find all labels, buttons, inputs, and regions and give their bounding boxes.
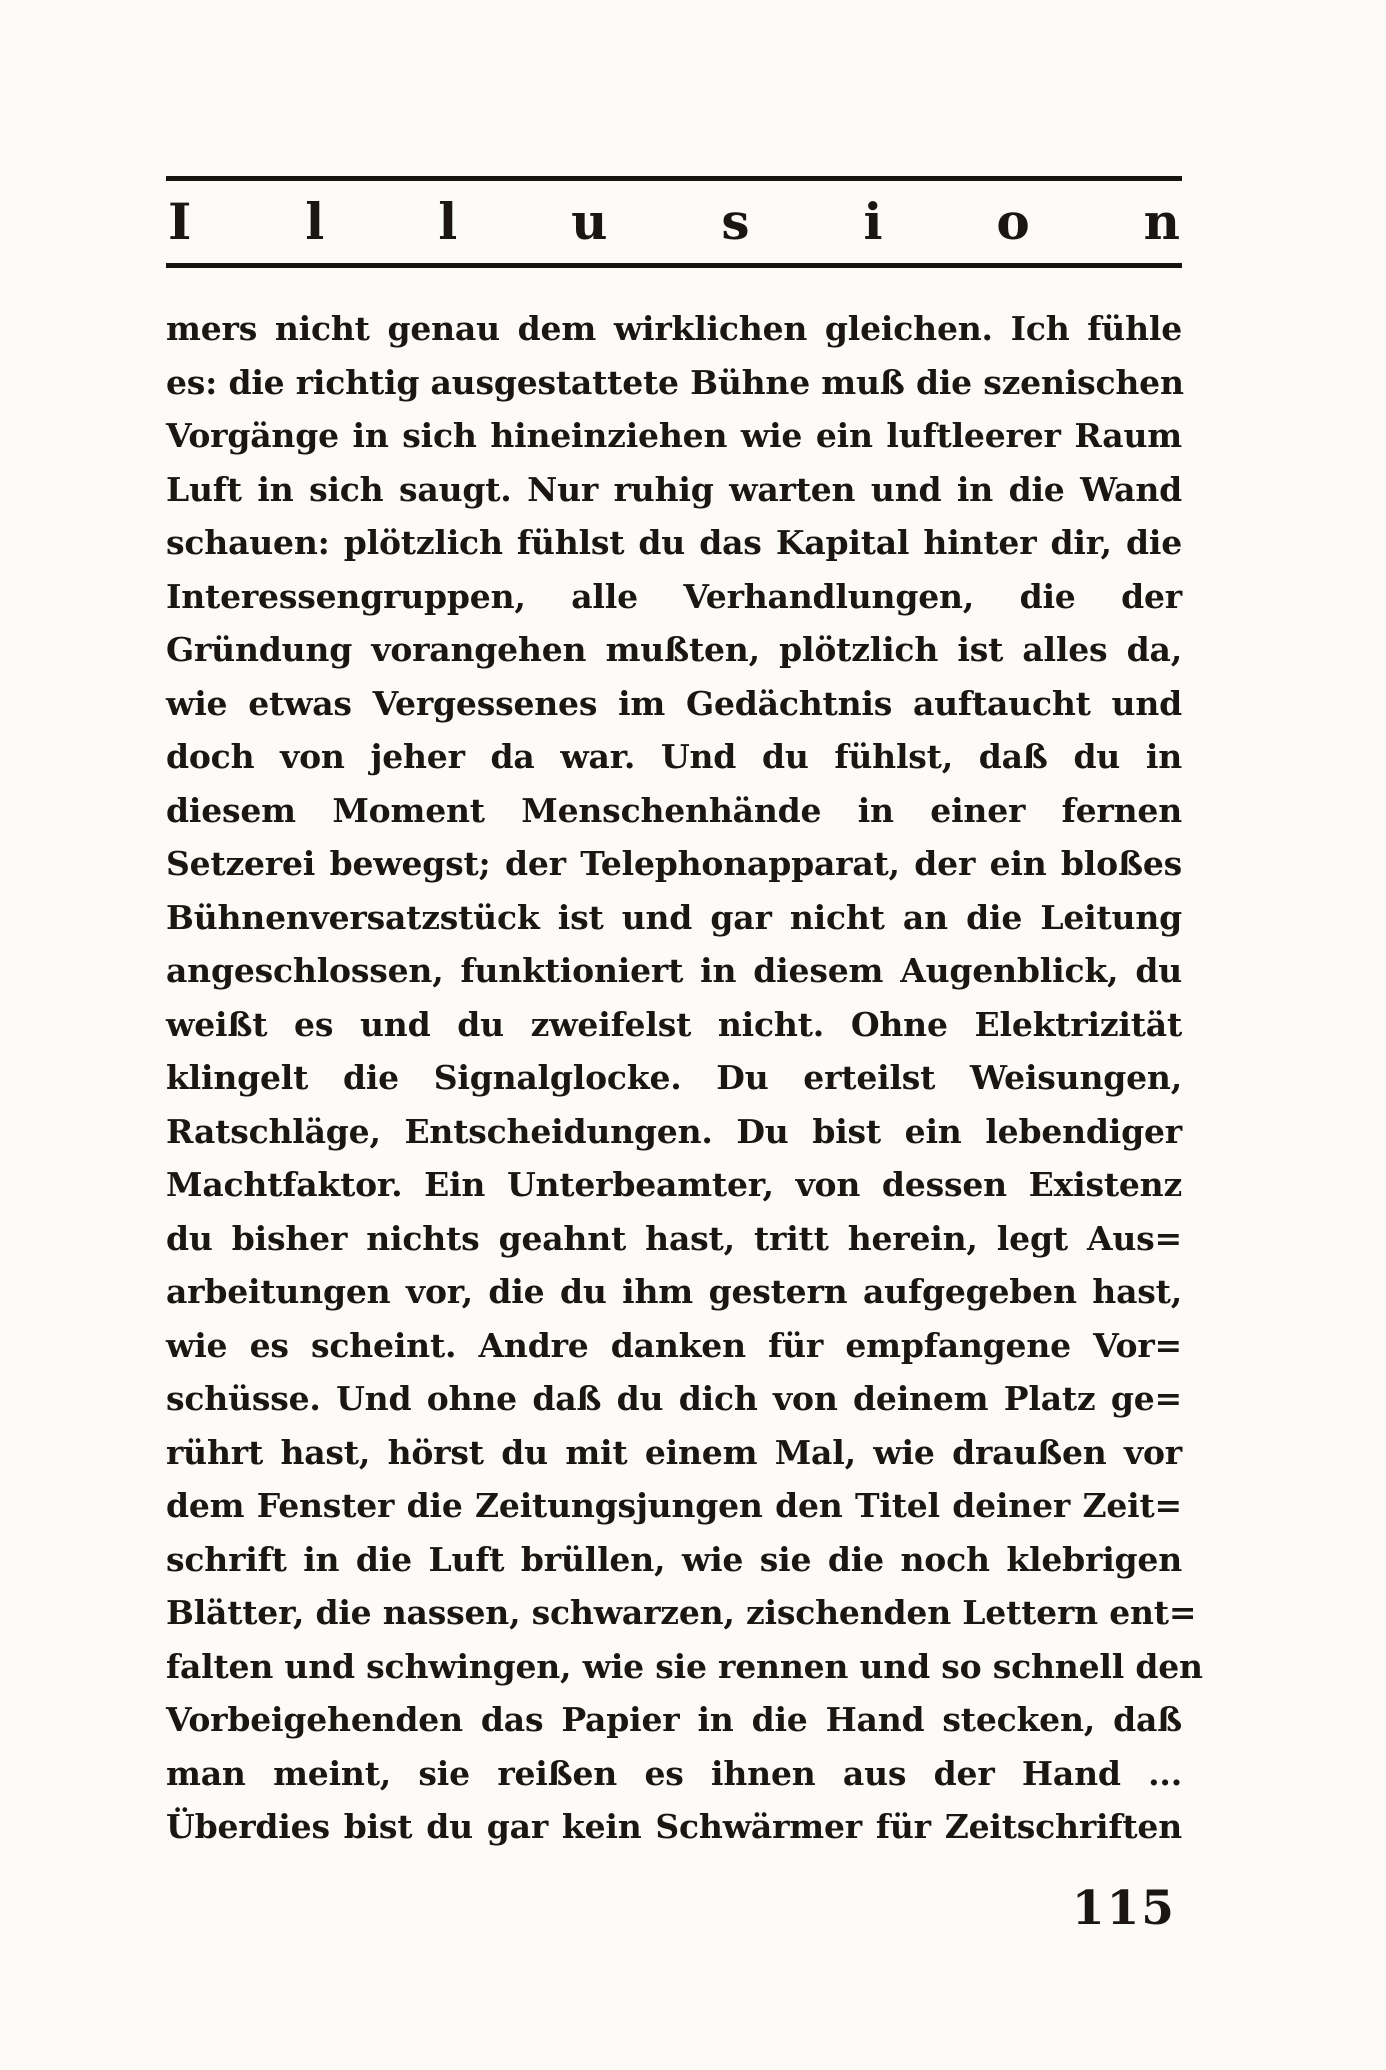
text-line: Setzerei bewegst; der Telephonapparat, der ein bloßes [166,844,1182,883]
text-line: Blätter, die nassen, schwarzen, zischenden Lettern ent= [166,1593,1197,1632]
text-line: man meint, sie reißen es ihnen aus der Hand ... [166,1753,1182,1793]
text-line: weißt es und du zweifelst nicht. Ohne Elektrizität [166,1004,1182,1044]
text-line: Vorbeigehenden das Papier in die Hand stecken, daß [166,1700,1182,1739]
text-line: Machtfaktor. Ein Unterbeamter, von dessen Existenz [166,1165,1182,1204]
text-line: rührt hast, hörst du mit einem Mal, wie draußen vor [166,1432,1182,1472]
text-line: dem Fenster die Zeitungsjungen den Titel deiner Zeit= [166,1486,1182,1525]
text-line: schüsse. Und ohne daß du dich von deinem Platz ge= [166,1379,1182,1418]
title-letter: l [305,192,325,251]
text-line: es: die richtig ausgestattete Bühne muß die szenischen [166,362,1184,402]
text-line: Interessengruppen, alle Verhandlungen, die der [166,576,1182,616]
header-rule-bottom [166,263,1182,268]
text-line: du bisher nichts geahnt hast, tritt herein, legt Aus= [166,1218,1182,1258]
title-letter: I [168,192,192,251]
text-line: arbeitungen vor, die du ihm gestern aufgegeben hast, [166,1272,1182,1311]
header-rule-top [166,176,1182,181]
text-line: diesem Moment Menschenhände in einer fernen [166,790,1182,830]
text-line: falten und schwingen, wie sie rennen und so schnell den [166,1646,1203,1686]
title-letter: o [996,192,1030,251]
title-letter: s [721,192,750,251]
text-line: doch von jeher da war. Und du fühlst, daß du in [166,737,1182,776]
title-letter: u [571,192,608,251]
text-line: Bühnenversatzstück ist und gar nicht an die Leitung [166,897,1182,937]
text-line: schrift in die Luft brüllen, wie sie die noch klebrigen [166,1539,1182,1579]
text-line: Luft in sich saugt. Nur ruhig warten und in die Wand [166,469,1182,509]
page-title [168,186,1180,258]
text-line: schauen: plötzlich fühlst du das Kapital hinter dir, die [166,523,1182,562]
text-line: Vorgänge in sich hineinziehen wie ein luftleerer Raum [166,416,1182,455]
text-line: klingelt die Signalglocke. Du erteilst Weisungen, [166,1058,1182,1097]
page-number: 115 [1071,1881,1176,1936]
body-text [166,302,1203,1854]
title-letter: l [438,192,458,251]
text-line: Gründung vorangehen mußten, plötzlich ist alles da, [166,630,1182,669]
text-line: wie es scheint. Andre danken für empfangene Vor= [166,1325,1182,1365]
text-line: wie etwas Vergessenes im Gedächtnis auftaucht und [166,683,1182,723]
title-letter: i [863,192,883,251]
text-line: mers nicht genau dem wirklichen gleichen. Ich fühle [166,309,1182,348]
text-line: angeschlossen, funktioniert in diesem Augenblick, du [166,951,1182,990]
text-line: Überdies bist du gar kein Schwärmer für Zeitschriften [166,1807,1182,1846]
text-line: Ratschläge, Entscheidungen. Du bist ein lebendiger [166,1111,1182,1151]
title-letter: n [1143,192,1180,251]
